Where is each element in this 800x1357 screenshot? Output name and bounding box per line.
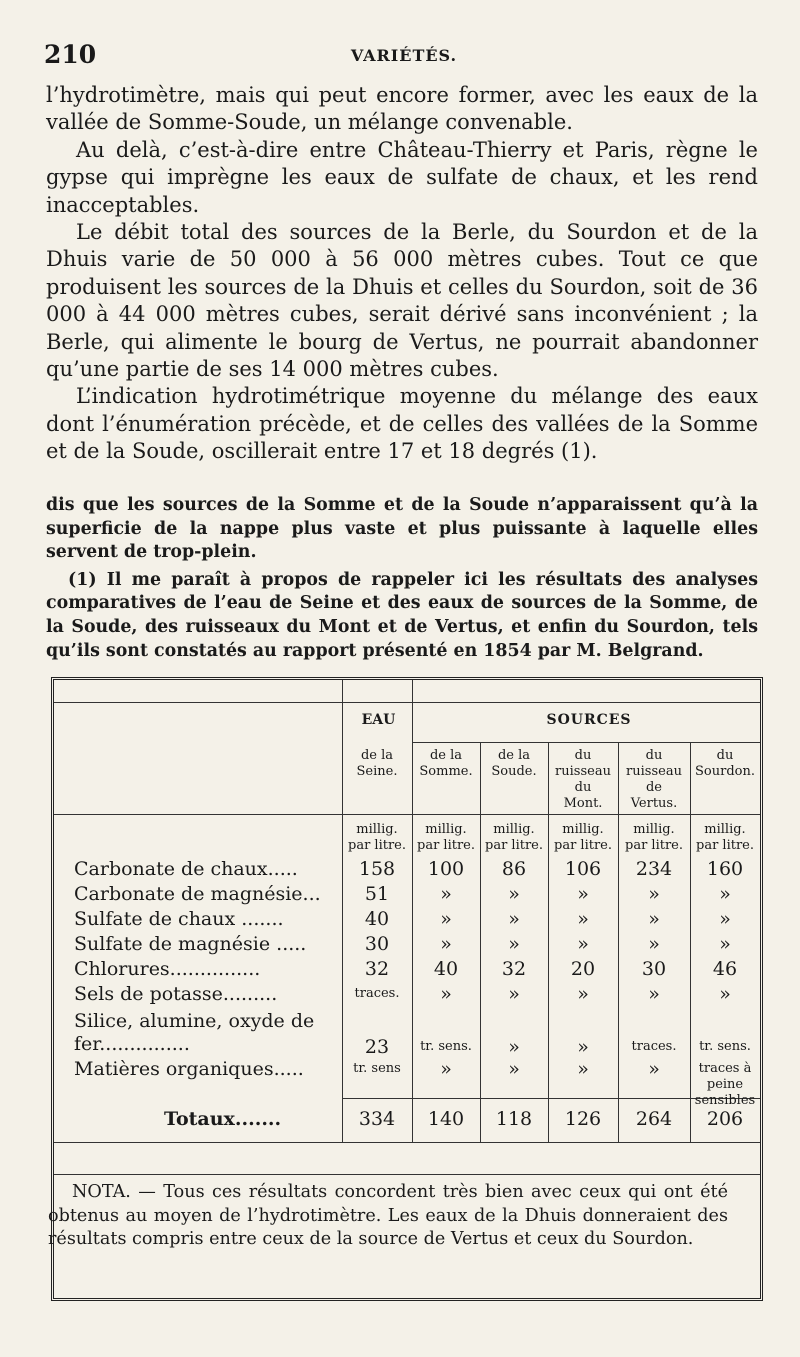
total-cell: 334 (358, 1108, 396, 1130)
table-cell: » (508, 983, 520, 1005)
table-cell: tr. sens (353, 1061, 401, 1076)
table-cell: » (577, 908, 589, 930)
eau-header: EAU (361, 712, 396, 728)
table-cell: » (577, 933, 589, 955)
row-label: Carbonate de chaux..... (74, 858, 298, 880)
paragraph: L’indication hydrotimétrique moyenne du mélange des eaux dont l’énumération précède, et de celles des vallées de la Somme et de la Soude, oscillerait entre 17 et 18 degrés (1). (46, 384, 758, 464)
table-cell: 30 (364, 933, 390, 955)
table-cell: » (577, 883, 589, 905)
paragraph: l’hydrotimètre, mais qui peut encore former, avec les eaux de la vallée de Somme-Soude, un mélange convenable. (46, 83, 758, 135)
running-title: VARIÉTÉS. (350, 46, 458, 65)
page-header (44, 40, 764, 74)
table-cell: traces à peine sensibles (694, 1061, 756, 1108)
table-cell: » (577, 1036, 589, 1058)
row-label: Silice, alumine, oxyde de fer............... (74, 1010, 315, 1055)
totals-label: Totaux....... (164, 1108, 282, 1130)
nota (48, 1181, 728, 1252)
table-cell: 40 (364, 908, 390, 930)
table-cell: » (508, 1058, 520, 1080)
table-cell: » (648, 1058, 660, 1080)
unit-label: millig. par litre. (696, 822, 754, 853)
table-cell: » (719, 933, 731, 955)
paragraph: Au delà, c’est-à-dire entre Château-Thierry et Paris, règne le gypse qui imprègne les eaux de sulfate de chaux, et les rend inacceptables. (46, 137, 758, 217)
table-cell: » (508, 933, 520, 955)
table-cell: traces. (631, 1039, 677, 1054)
page-number: 210 (44, 40, 97, 69)
table-cell: 234 (635, 858, 673, 880)
table-cell: » (508, 883, 520, 905)
total-cell: 118 (495, 1108, 533, 1130)
main-text (46, 82, 758, 466)
table-cell: » (440, 933, 452, 955)
table-cell: 30 (641, 958, 667, 980)
nota-text: NOTA. — Tous ces résultats concordent très bien avec ceux qui ont été obtenus au moyen de l’hydrotimètre. Les eaux de la Dhuis donneraient des résultats compris entre ceux de la source de Vertus et ceux du Sourdon. (48, 1182, 728, 1250)
table-cell: tr. sens. (420, 1039, 472, 1054)
table-cell: 23 (364, 1036, 390, 1058)
unit-label: millig. par litre. (625, 822, 683, 853)
table-cell: traces. (354, 986, 400, 1001)
table-cell: » (648, 983, 660, 1005)
table-cell: 32 (501, 958, 527, 980)
table-cell: » (648, 933, 660, 955)
table-cell: 106 (564, 858, 602, 880)
footnote-1: (1) Il me paraît à propos de rappeler ici les résultats des analyses comparatives de l’eau de Seine et des eaux de sources de la Somme, de la Soude, des ruisseaux du Mont et de Vertus, et enfin du Sourdon, tels qu’ils sont constatés au rapport présenté en 1854 par M. Belgrand. (46, 569, 758, 661)
table-cell: » (648, 908, 660, 930)
table-cell: » (440, 883, 452, 905)
footnote-continuation: dis que les sources de la Somme et de la Soude n’apparaissent qu’à la superficie de la nappe plus vaste et plus puissante à laquelle elles servent de trop-plein. (46, 495, 758, 563)
table-cell: » (440, 908, 452, 930)
row-label: Sulfate de magnésie ..... (74, 933, 307, 955)
table-cell: 40 (433, 958, 459, 980)
column-header: de la Seine. (356, 748, 398, 779)
table-cell: » (440, 1058, 452, 1080)
table-cell: » (508, 1036, 520, 1058)
table-cell: tr. sens. (699, 1039, 751, 1054)
table-cell: » (719, 908, 731, 930)
row-label: Sels de potasse......... (74, 983, 278, 1005)
column-header: de la Soude. (491, 748, 537, 779)
total-cell: 126 (564, 1108, 602, 1130)
unit-label: millig. par litre. (554, 822, 612, 853)
row-label: Carbonate de magnésie... (74, 883, 321, 905)
table-cell: » (719, 883, 731, 905)
table-cell: 158 (358, 858, 396, 880)
table-cell: 100 (427, 858, 465, 880)
total-cell: 140 (427, 1108, 465, 1130)
table-cell: » (508, 908, 520, 930)
table-cell: 160 (706, 858, 744, 880)
table-cell: » (648, 883, 660, 905)
row-label: Sulfate de chaux ....... (74, 908, 284, 930)
table-cell: 51 (364, 883, 390, 905)
table-cell: » (719, 983, 731, 1005)
total-cell: 206 (706, 1108, 744, 1130)
table-cell: 20 (570, 958, 596, 980)
table-cell: » (577, 1058, 589, 1080)
sources-header: SOURCES (546, 712, 632, 728)
paragraph: Le débit total des sources de la Berle, du Sourdon et de la Dhuis varie de 50 000 à 56 000 mètres cubes. Tout ce que produisent les sources de la Dhuis et celles du Sourdon, soit de 36 000 à 44 000 mètres cubes, serait dérivé sans inconvénient ; la Berle, qui alimente le bourg de Vertus, ne pourrait abandonner qu’une partie de ses 14 000 mètres cubes. (46, 220, 758, 382)
table-cell: 32 (364, 958, 390, 980)
unit-label: millig. par litre. (348, 822, 406, 853)
row-label: Chlorures............... (74, 958, 261, 980)
column-header: du ruisseau du Mont. (555, 748, 611, 811)
table-cell: » (577, 983, 589, 1005)
column-header: du Sourdon. (695, 748, 755, 779)
footnote-area (46, 494, 758, 663)
table-cell: » (440, 983, 452, 1005)
column-header: de la Somme. (419, 748, 473, 779)
unit-label: millig. par litre. (417, 822, 475, 853)
table-cell: 86 (501, 858, 527, 880)
unit-label: millig. par litre. (485, 822, 543, 853)
total-cell: 264 (635, 1108, 673, 1130)
column-header: du ruisseau de Vertus. (626, 748, 682, 811)
row-label: Matières organiques..... (74, 1058, 304, 1080)
table-cell: 46 (712, 958, 738, 980)
